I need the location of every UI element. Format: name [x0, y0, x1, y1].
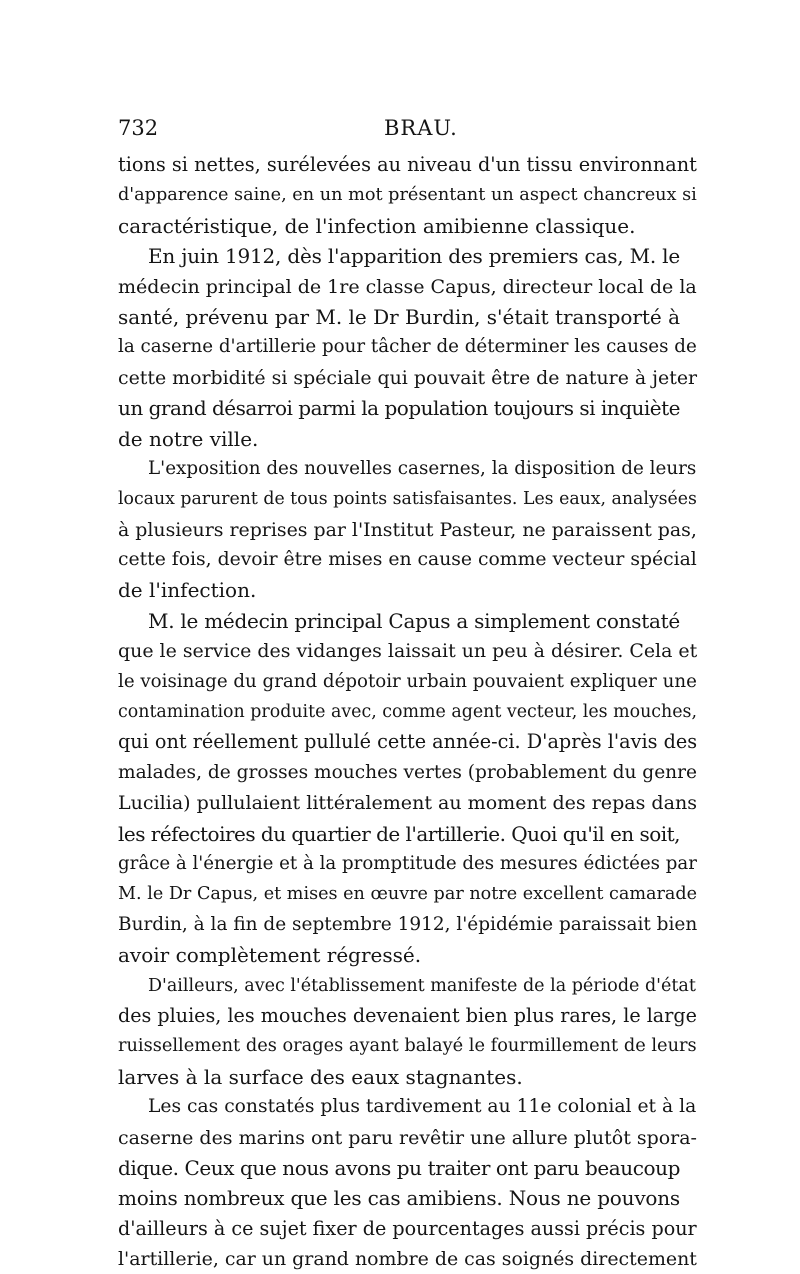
text-line: M. le Dr Capus, et mises en œuvre par notre excellent camarade	[118, 884, 698, 905]
text-line: médecin principal de 1re classe Capus, directeur local de la	[118, 275, 697, 298]
text-line: cette morbidité si spéciale qui pouvait être de nature à jeter	[118, 366, 698, 389]
text-line: de l'infection.	[118, 578, 257, 603]
text-line: les réfectoires du quartier de l'artillerie. Quoi qu'il en soit,	[118, 821, 680, 846]
text-line: En juin 1912, dès l'apparition des premiers cas, M. le	[148, 244, 681, 269]
text-line: D'ailleurs, avec l'établissement manifeste de la période d'état	[148, 975, 696, 996]
text-line: larves à la surface des eaux stagnantes.	[118, 1064, 523, 1089]
text-line: l'artillerie, car un grand nombre de cas soignés directement	[118, 1248, 697, 1271]
text-line: à plusieurs reprises par l'Institut Pasteur, ne paraissent pas,	[118, 518, 697, 541]
text-line: un grand désarroi parmi la population toujours si inquiète	[118, 396, 681, 421]
text-line: d'ailleurs à ce sujet fixer de pourcentages aussi précis pour	[118, 1216, 697, 1240]
text-line: contamination produite avec, comme agent vecteur, les mouches,	[118, 702, 698, 723]
text-line: d'apparence saine, en un mot présentant un aspect chancreux si	[118, 185, 697, 206]
text-line: cette fois, devoir être mises en cause comme vecteur spécial	[118, 549, 697, 571]
text-line: le voisinage du grand dépotoir urbain pouvaient expliquer une	[118, 670, 697, 692]
text-line: tions si nettes, surélevées au niveau d'un tissu environnant	[118, 153, 697, 176]
text-line: avoir complètement régressé.	[118, 943, 422, 968]
body-text	[118, 150, 698, 1274]
running-head	[118, 116, 680, 144]
text-line: caserne des marins ont paru revêtir une allure plutôt spora-	[118, 1126, 697, 1149]
text-line: de notre ville.	[118, 426, 259, 451]
running-title: BRAU.	[384, 116, 458, 140]
text-line: L'exposition des nouvelles casernes, la disposition de leurs	[148, 457, 697, 479]
text-line: santé, prévenu par M. le Dr Burdin, s'était transporté à	[118, 304, 680, 329]
text-line: Les cas constatés plus tardivement au 11e colonial et à la	[148, 1096, 697, 1118]
text-line: moins nombreux que les cas amibiens. Nous ne pouvons	[118, 1186, 680, 1211]
text-line: Lucilia) pullulaient littéralement au moment des repas dans	[118, 792, 697, 815]
text-line: dique. Ceux que nous avons pu traiter ont paru beaucoup	[118, 1155, 680, 1180]
text-line: des pluies, les mouches devenaient bien plus rares, le large	[118, 1003, 697, 1027]
text-line: locaux parurent de tous points satisfaisantes. Les eaux, analysées	[118, 489, 697, 510]
text-line: la caserne d'artillerie pour tâcher de déterminer les causes de	[118, 336, 697, 358]
page-number: 732	[118, 116, 159, 140]
text-line: caractéristique, de l'infection amibienne classique.	[118, 213, 636, 238]
text-line: grâce à l'énergie et à la promptitude des mesures édictées par	[118, 852, 697, 874]
text-line: qui ont réellement pullulé cette année-ci. D'après l'avis des	[118, 730, 698, 754]
text-line: Burdin, à la fin de septembre 1912, l'épidémie paraissait bien	[118, 913, 698, 935]
text-line: M. le médecin principal Capus a simplement constaté	[148, 608, 680, 633]
text-line: ruissellement des orages ayant balayé le fourmillement de leurs	[118, 1035, 697, 1057]
text-line: que le service des vidanges laissait un peu à désirer. Cela et	[118, 640, 698, 663]
text-line: malades, de grosses mouches vertes (probablement du genre	[118, 761, 697, 783]
